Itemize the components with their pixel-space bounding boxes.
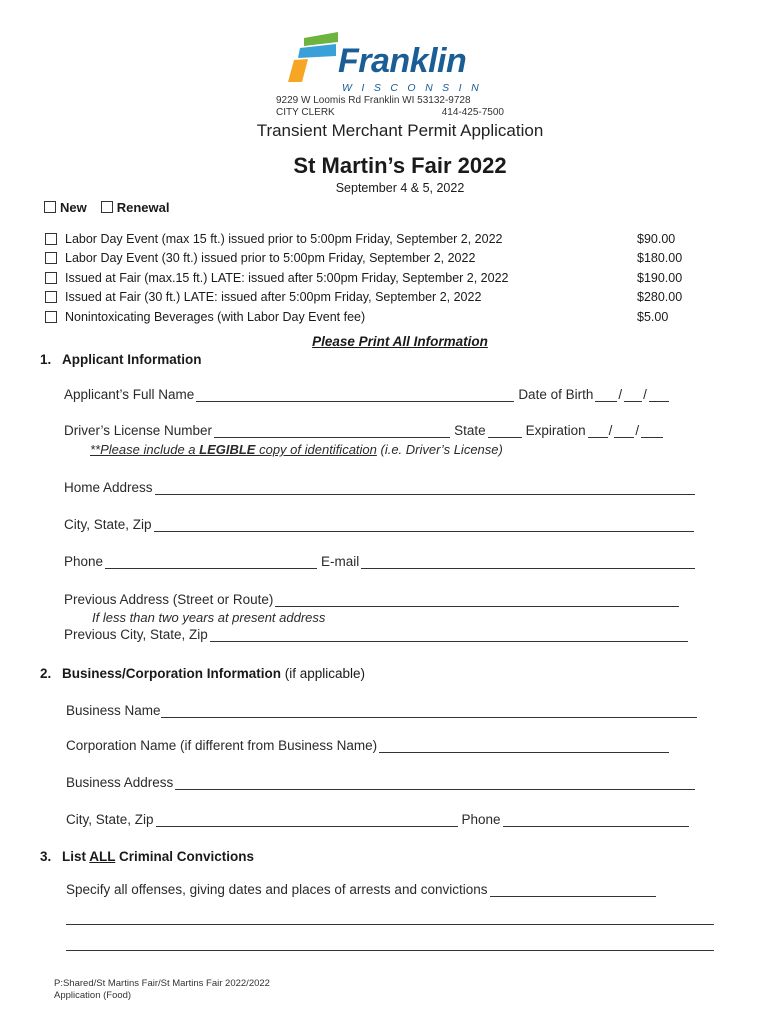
id-note-emphasis: LEGIBLE <box>199 442 256 457</box>
exp-year-field[interactable] <box>641 423 663 438</box>
application-type <box>44 200 169 215</box>
phone-field[interactable] <box>105 554 317 569</box>
clerk-phone: 414-425-7500 <box>441 107 504 118</box>
fee-amount: $280.00 <box>637 290 683 305</box>
section-title-emphasis: ALL <box>89 849 116 864</box>
fee-amount: $190.00 <box>637 270 683 285</box>
logo-subtitle: WISCONSIN <box>342 82 489 94</box>
section-business-heading <box>40 666 365 681</box>
previous-address-field[interactable] <box>275 592 679 607</box>
clerk-label: CITY CLERK <box>276 107 335 118</box>
footer-line-2: Application (Food) <box>54 990 132 1001</box>
id-note-pre: **Please include a <box>90 442 200 457</box>
previous-address-label: Previous Address (Street or Route) <box>64 592 274 607</box>
section-number: 3. <box>40 849 52 864</box>
corp-name-row <box>66 738 716 753</box>
fee-options <box>45 229 695 327</box>
section-title: Business/Corporation Information <box>62 666 282 681</box>
exp-day-field[interactable] <box>614 423 634 438</box>
fee-amount: $5.00 <box>637 309 669 324</box>
fee-amount: $180.00 <box>637 251 683 266</box>
dl-row: Driver’s License Number State Expiration / / <box>64 423 716 438</box>
fee-label: Labor Day Event (30 ft.) issued prior to 5:00pm Friday, September 2, 2022 <box>65 251 476 266</box>
fee-checkbox[interactable] <box>45 233 57 245</box>
fee-checkbox[interactable] <box>45 272 57 284</box>
print-instruction: Please Print All Information <box>312 334 488 349</box>
footer-line-1: P:Shared/St Martins Fair/St Martins Fair 2022/2022 <box>54 978 270 989</box>
email-field[interactable] <box>361 554 695 569</box>
previous-address-row <box>64 592 716 607</box>
exp-month-field[interactable] <box>588 423 608 438</box>
fee-label: Nonintoxicating Beverages (with Labor Day Event fee) <box>65 309 366 324</box>
form-title: Transient Merchant Permit Application <box>256 121 544 140</box>
full-name-field[interactable] <box>196 387 514 402</box>
fee-amount: $90.00 <box>637 231 676 246</box>
new-checkbox[interactable] <box>44 201 56 213</box>
fee-option[interactable] <box>45 307 695 327</box>
offenses-row <box>66 882 716 897</box>
file-path-footer <box>54 978 294 1002</box>
section-title-post: Criminal Convictions <box>115 849 255 864</box>
state-field[interactable] <box>488 423 522 438</box>
business-name-row <box>66 703 716 718</box>
city-state-zip-label: City, State, Zip <box>64 517 152 532</box>
id-note-post: copy of identification <box>255 442 377 457</box>
offenses-label: Specify all offenses, giving dates and places of arrests and convictions <box>66 882 488 897</box>
new-option[interactable] <box>44 200 87 215</box>
city-state-zip-row <box>64 517 716 532</box>
section-title-note: (if applicable) <box>281 666 366 681</box>
full-name-row: Applicant’s Full Name Date of Birth / / <box>64 387 716 402</box>
home-address-row <box>64 480 716 495</box>
phone-label: Phone <box>64 554 104 569</box>
renewal-checkbox[interactable] <box>101 201 113 213</box>
corp-name-field[interactable] <box>379 738 669 753</box>
full-name-label: Applicant’s Full Name <box>64 387 195 402</box>
fee-option[interactable] <box>45 229 695 249</box>
dob-day-field[interactable] <box>624 387 642 402</box>
section-convictions-heading <box>40 849 254 864</box>
clerk-address: 9229 W Loomis Rd Franklin WI 53132-9728 <box>276 95 471 106</box>
business-city-label: City, State, Zip <box>66 812 154 827</box>
id-note-tail: (i.e. Driver’s License) <box>376 442 503 457</box>
corp-name-label: Corporation Name (if different from Business Name) <box>66 738 378 753</box>
fee-option[interactable] <box>45 288 695 308</box>
business-address-field[interactable] <box>175 775 695 790</box>
state-label: State <box>454 423 486 438</box>
section-title: Applicant Information <box>62 352 202 367</box>
new-label: New <box>60 200 87 215</box>
fee-checkbox[interactable] <box>45 311 57 323</box>
expiration-label: Expiration <box>525 423 586 438</box>
event-title: St Martin’s Fair 2022 <box>293 153 507 178</box>
business-address-label: Business Address <box>66 775 174 790</box>
business-city-field[interactable] <box>156 812 458 827</box>
offenses-line-3[interactable] <box>66 950 714 951</box>
home-address-label: Home Address <box>64 480 153 495</box>
offenses-line-2[interactable] <box>66 924 714 925</box>
fee-label: Labor Day Event (max 15 ft.) issued prior to 5:00pm Friday, September 2, 2022 <box>65 231 503 246</box>
dob-label: Date of Birth <box>518 387 594 402</box>
dob-month-field[interactable] <box>595 387 617 402</box>
dl-number-label: Driver’s License Number <box>64 423 213 438</box>
business-city-row <box>66 812 716 827</box>
home-address-field[interactable] <box>155 480 695 495</box>
offenses-field[interactable] <box>490 882 656 897</box>
fee-label: Issued at Fair (max.15 ft.) LATE: issued after 5:00pm Friday, September 2, 2022 <box>65 270 509 285</box>
logo-wordmark: Franklin <box>338 42 467 80</box>
fee-checkbox[interactable] <box>45 291 57 303</box>
business-phone-label: Phone <box>461 812 501 827</box>
previous-city-label: Previous City, State, Zip <box>64 627 208 642</box>
previous-city-field[interactable] <box>210 627 688 642</box>
renewal-label: Renewal <box>116 200 170 215</box>
business-phone-field[interactable] <box>503 812 689 827</box>
previous-city-row <box>64 627 716 642</box>
fee-option[interactable] <box>45 249 695 269</box>
business-name-label: Business Name <box>66 703 161 718</box>
dob-year-field[interactable] <box>649 387 669 402</box>
dl-number-field[interactable] <box>214 423 450 438</box>
section-number: 2. <box>40 666 52 681</box>
section-title-pre: List <box>62 849 90 864</box>
fee-label: Issued at Fair (30 ft.) LATE: issued after 5:00pm Friday, September 2, 2022 <box>65 290 482 305</box>
business-address-row <box>66 775 716 790</box>
email-label: E-mail <box>321 554 360 569</box>
clerk-contact <box>276 107 504 118</box>
section-applicant-heading <box>40 352 202 367</box>
id-note <box>90 442 503 457</box>
business-name-field[interactable] <box>161 703 697 718</box>
event-dates: September 4 & 5, 2022 <box>335 181 465 195</box>
renewal-option[interactable] <box>101 200 170 215</box>
phone-email-row <box>64 554 716 569</box>
fee-option[interactable] <box>45 268 695 288</box>
section-number: 1. <box>40 352 52 367</box>
city-state-zip-field[interactable] <box>154 517 694 532</box>
previous-address-note: If less than two years at present address <box>92 610 326 625</box>
fee-checkbox[interactable] <box>45 252 57 264</box>
